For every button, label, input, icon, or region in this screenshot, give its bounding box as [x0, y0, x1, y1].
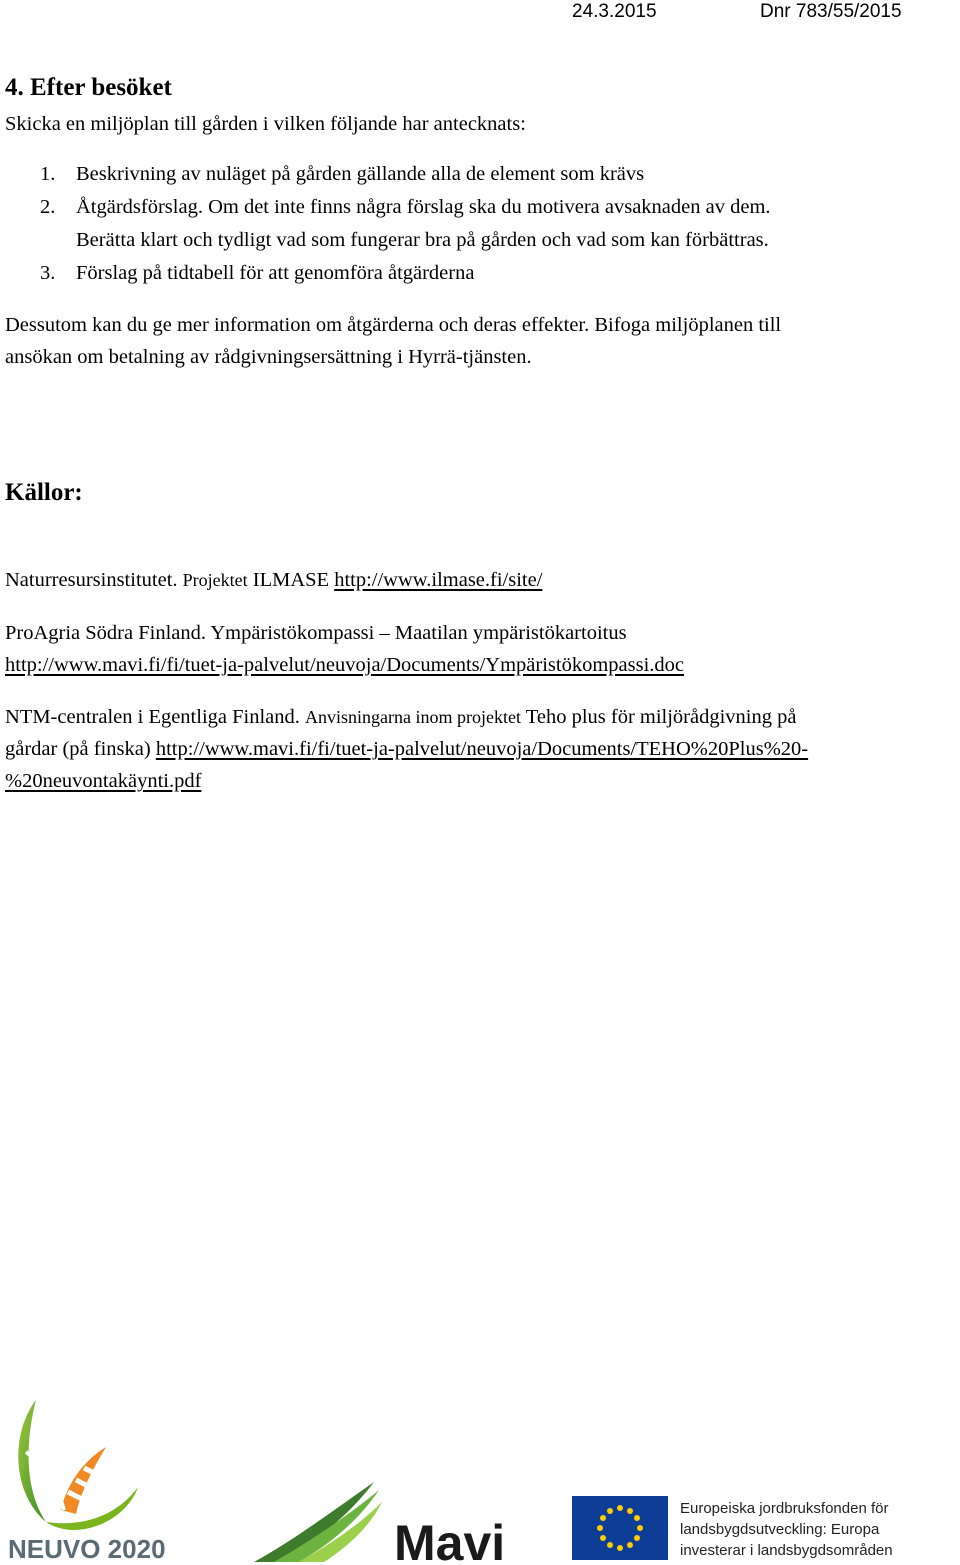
source-entry-2: [5, 617, 627, 649]
source-entry-3-line2: [5, 733, 808, 765]
sources-heading: Källor:: [5, 479, 83, 506]
list-item-text: Beskrivning av nuläget på gården gällande alla de element som krävs: [76, 163, 645, 185]
list-item-number: 2.: [40, 196, 56, 218]
paragraph-line: ansökan om betalning av rådgivningsersättning i Hyrrä-tjänsten.: [5, 346, 532, 368]
list-item-text: Berätta klart och tydligt vad som fungerar bra på gården och vad som kan förbättras.: [76, 229, 769, 251]
list-item-number: 3.: [40, 262, 56, 284]
section-lead: Skicka en miljöplan till gården i vilken följande har antecknats:: [5, 113, 526, 135]
footer-logos: [0, 1380, 960, 1565]
source-link[interactable]: http://www.mavi.fi/fi/tuet-ja-palvelut/neuvoja/Documents/Ympäristökompassi.doc: [5, 654, 685, 676]
source-link[interactable]: http://www.ilmase.fi/site/: [334, 569, 543, 591]
source-entry-3: [5, 701, 796, 733]
source-text: gårdar (på finska): [5, 738, 151, 760]
section-heading: 4. Efter besöket: [5, 74, 172, 101]
list-item-number: 1.: [40, 163, 56, 185]
source-label: Projektet: [182, 570, 248, 590]
source-org: Naturresursinstitutet.: [5, 569, 178, 591]
source-org: NTM-centralen i Egentliga Finland.: [5, 706, 300, 728]
source-label: Anvisningarna inom projektet: [305, 707, 521, 727]
list-item-text: Åtgärdsförslag. Om det inte finns några förslag ska du motivera avsaknaden av dem.: [76, 196, 771, 218]
eu-text-line: Europeiska jordbruksfonden för: [680, 1500, 889, 1517]
source-project: ILMASE: [252, 569, 330, 591]
eu-text-line: landsbygdsutveckling: Europa: [680, 1521, 880, 1538]
source-text: Teho plus för miljörådgivning på: [525, 706, 797, 728]
neuvo-logo-text: NEUVO 2020: [8, 1534, 166, 1564]
source-entry-1: [5, 564, 542, 596]
mavi-logo: [254, 1480, 506, 1565]
source-link[interactable]: http://www.mavi.fi/fi/tuet-ja-palvelut/neuvoja/Documents/TEHO%20Plus%20-: [155, 738, 809, 760]
source-entry-2-link-line: [5, 649, 684, 681]
paragraph-line: Dessutom kan du ge mer information om åtgärderna och deras effekter. Bifoga miljöplanen till: [5, 314, 782, 336]
neuvo-2020-logo: [6, 1392, 166, 1564]
source-link-continued[interactable]: %20neuvontakäynti.pdf: [5, 770, 202, 792]
eu-fund-text: [680, 1498, 893, 1561]
source-text: ProAgria Södra Finland. Ympäristökompassi – Maatilan ympäristökartoitus: [5, 622, 627, 644]
document-reference-number: Dnr 783/55/2015: [760, 1, 902, 22]
eu-flag-icon: [572, 1496, 668, 1560]
list-item-text: Förslag på tidtabell för att genomföra åtgärderna: [76, 262, 475, 284]
source-entry-3-line3: [5, 765, 201, 797]
eu-text-line: investerar i landsbygdsområden: [680, 1542, 893, 1559]
document-date: 24.3.2015: [572, 1, 657, 22]
mavi-logo-text: Mavi: [394, 1515, 506, 1565]
